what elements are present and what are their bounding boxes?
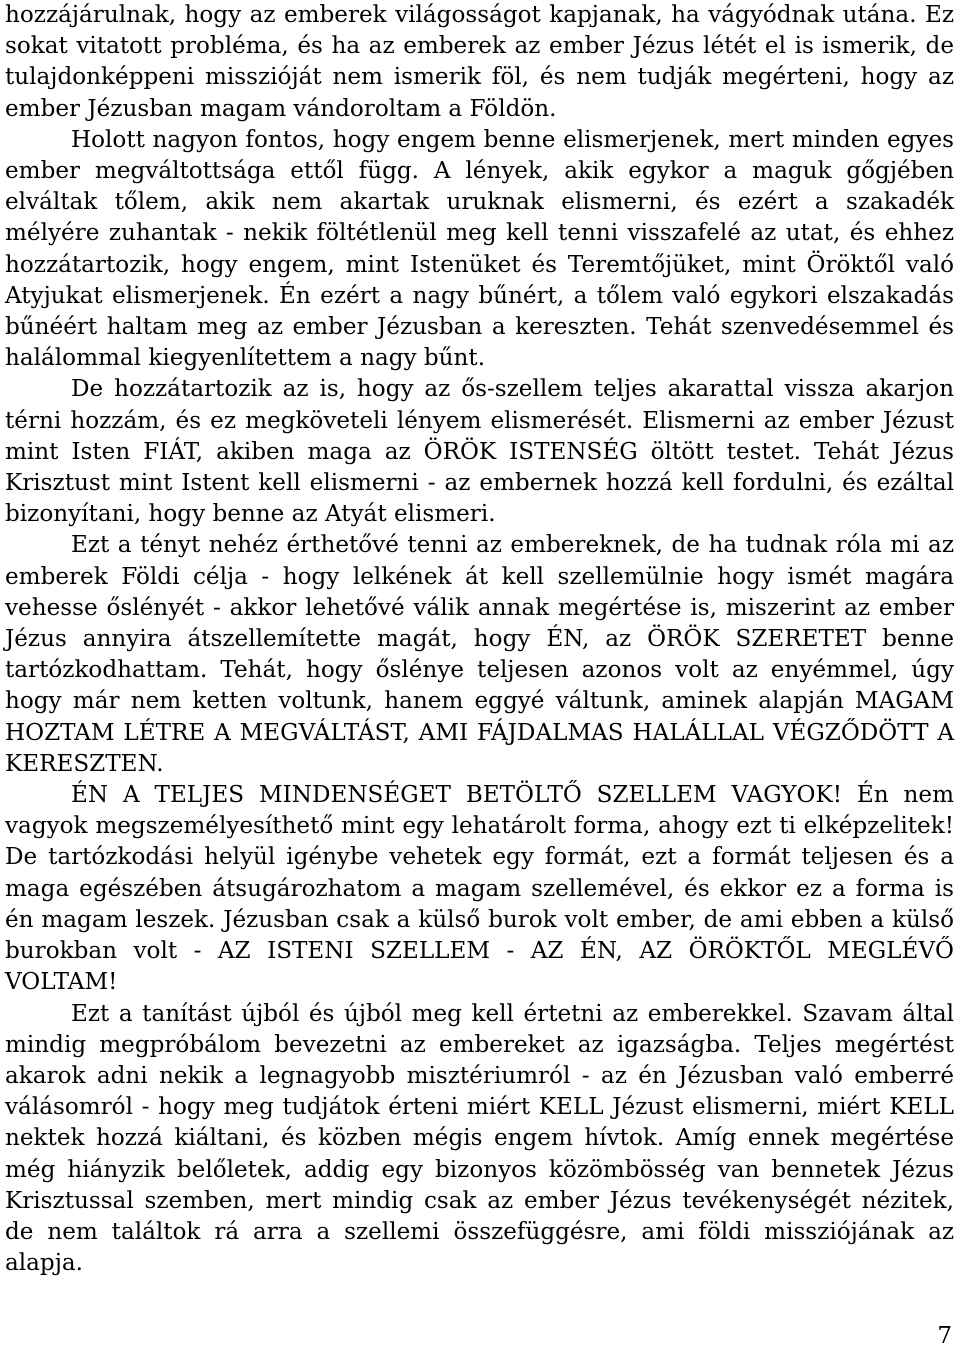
paragraph-4: Ezt a tényt nehéz érthetővé tenni az embereknek, de ha tudnak róla mi az emberek Földi célja - hogy lelkének át kell szellemülnie hogy ismét magára vehesse őslényét - akkor lehetővé válik annak megértése is, miszerint az ember Jézus annyira átszellemítette magát, hogy ÉN, az ÖRÖK SZERETET benne tartózkodhattam. Tehát, hogy őslénye teljesen azonos volt az enyémmel, úgy hogy már nem ketten voltunk, hanem eggyé váltunk, aminek alapján MAGAM HOZTAM LÉTRE A MEGVÁLTÁST, AMI FÁJDALMAS HALÁLLAL VÉGZŐDÖTT A KERESZTEN. [5,532,954,777]
paragraph-6: Ezt a tanítást újból és újból meg kell értetni az emberekkel. Szavam által mindig megpróbálom bevezetni az embereket az igazságba. Teljes megértést akarok adni nekik a legnagyobb misztériumról - az én Jézusban való emberré válásomról - hogy meg tudjátok érteni miért KELL Jézust elismerni, miért KELL nektek hozzá kiáltani, és közben mégis engem hívtok. Amíg ennek megértése még hiányzik belőletek, addig egy bizonyos közömbösség van bennetek Jézus Krisztussal szemben, mert mindig csak az ember Jézus tevékenységét nézitek, de nem találtok rá arra a szellemi összefüggésre, ami földi missziójának az alapja. [5,1000,954,1277]
page-number: 7 [937,1323,952,1349]
paragraph-5: ÉN A TELJES MINDENSÉGET BETÖLTŐ SZELLEM VAGYOK! Én nem vagyok megszemélyesíthető mint egy lehatárolt forma, ahogy ezt ti elképzelitek! De tartózkodási helyül igénybe vehetek egy formát, ezt a formát teljesen és a maga egészében átsugározhatom a magam szellemével, és ekkor ez a forma is én magam leszek. Jézusban csak a külső burok volt ember, de ami ebben a külső burokban volt - AZ ISTENI SZELLEM - AZ ÉN, AZ ÖRÖKTŐL MEGLÉVŐ VOLTAM! [5,782,954,996]
document-page [5,0,954,1279]
paragraph-1: hozzájárulnak, hogy az emberek világosságot kapjanak, ha vágyódnak utána. Ez sokat vitatott probléma, és ha az emberek az ember Jézus létét el is ismerik, de tulajdonképpeni misszióját nem ismerik föl, és nem tudják megérteni, hogy az ember Jézusban magam vándoroltam a Földön. [5,2,954,122]
paragraph-3: De hozzátartozik az is, hogy az ős-szellem teljes akarattal vissza akarjon térni hozzám, és ez megköveteli lényem elismerését. Elismerni az ember Jézust mint Isten FIÁT, akiben maga az ÖRÖK ISTENSÉG öltött testet. Tehát Jézus Krisztust mint Istent kell elismerni - az embernek hozzá kell fordulni, és ezáltal bizonyítani, hogy benne az Atyát elismeri. [5,376,954,528]
paragraph-2: Holott nagyon fontos, hogy engem benne elismerjenek, mert minden egyes ember megváltottsága ettől függ. A lények, akik egykor a maguk gőgjében elváltak tőlem, akik nem akartak uruknak elismerni, és ezért a szakadék mélyére zuhantak - nekik föltétlenül meg kell tenni visszafelé az utat, és ehhez hozzátartozik, hogy engem, mint Istenüket és Teremtőjüket, mint Öröktől való Atyjukat elismerjenek. Én ezért a nagy bűnért, a tőlem való egykori elszakadás bűnéért haltam meg az ember Jézusban a kereszten. Tehát szenvedésemmel és halálommal kiegyenlítettem a nagy bűnt. [5,126,954,372]
